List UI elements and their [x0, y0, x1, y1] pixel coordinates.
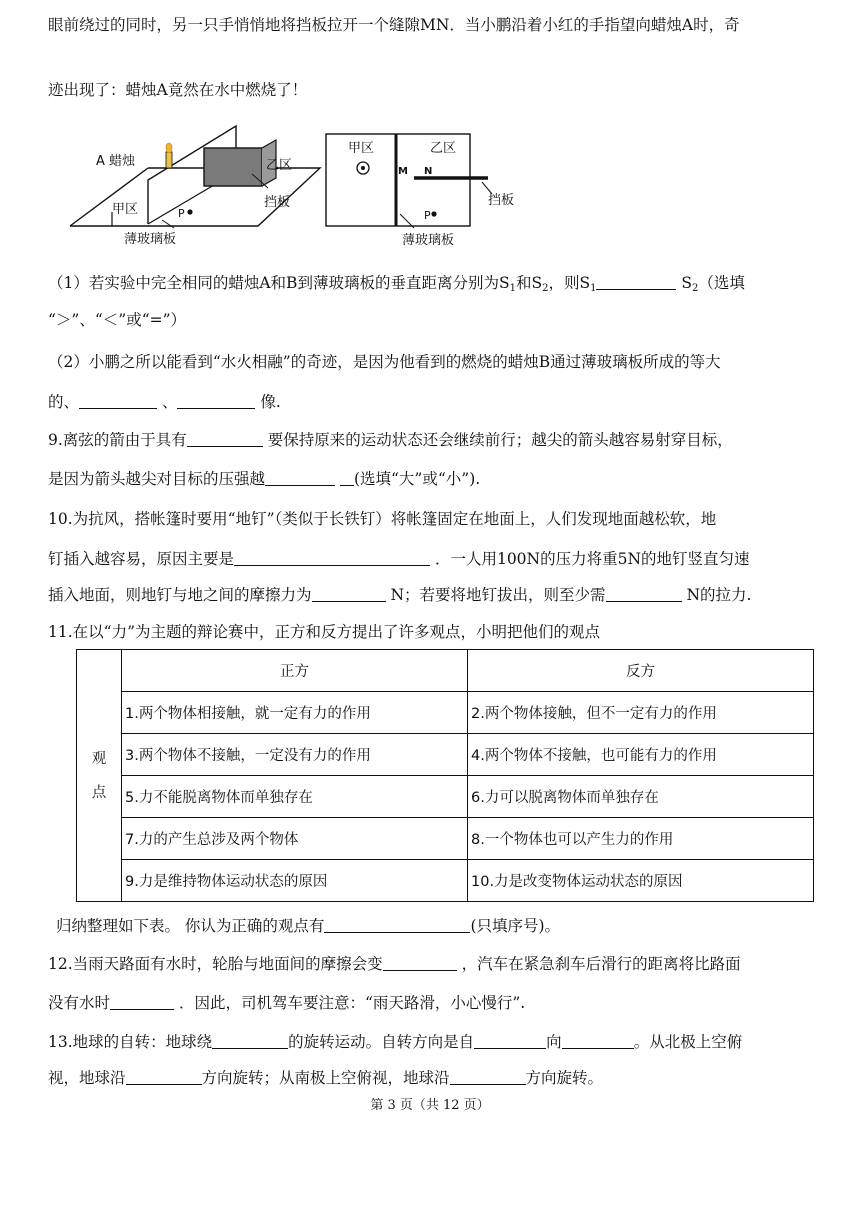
answer-blank[interactable]: [312, 585, 386, 602]
n-label: N: [424, 166, 433, 177]
table-side-label: 观 点: [77, 650, 122, 902]
answer-blank[interactable]: [234, 549, 430, 566]
page-footer: 第 3 页（共 12 页）: [370, 1098, 490, 1113]
figure-3d-setup: [62, 122, 322, 250]
con-cell: 4.两个物体不接触，也可能有力的作用: [468, 734, 814, 776]
answer-blank[interactable]: [474, 1032, 546, 1049]
table-row: [77, 692, 814, 734]
m-label: M: [398, 166, 408, 177]
table-row: [77, 776, 814, 818]
header-pro: 正方: [122, 650, 468, 692]
q13-line2: 视，地球沿 方向旋转；从南极上空俯视，地球沿 方向旋转。: [48, 1069, 604, 1087]
header-con: 反方: [468, 650, 814, 692]
pro-cell: 9.力是维持物体运动状态的原因: [122, 860, 468, 902]
answer-blank[interactable]: [79, 392, 157, 409]
zone-yi-label: 乙区: [266, 158, 293, 173]
answer-blank[interactable]: [596, 273, 676, 290]
q8-part2-line1: （2）小鹏之所以能看到“水火相融”的奇迹，是因为他看到的燃烧的蜡烛B通过薄玻璃板所成的等大: [48, 353, 721, 371]
debate-views-table: [76, 649, 814, 902]
answer-blank[interactable]: [177, 392, 255, 409]
pro-cell: 7.力的产生总涉及两个物体: [122, 818, 468, 860]
q11-after-table: 归纳整理如下表。 你认为正确的观点有 (只填序号)。: [56, 917, 561, 935]
q10-line1: 10.为抗风，搭帐篷时要用“地钉”（类似于长铁钉）将帐篷固定在地面上，人们发现地面越松软，地: [48, 510, 717, 528]
candle-label: A 蜡烛: [96, 154, 136, 169]
glass-label: 薄玻璃板: [124, 232, 177, 247]
answer-blank[interactable]: [265, 469, 335, 486]
answer-blank[interactable]: [212, 1032, 288, 1049]
top-glass-label: 薄玻璃板: [402, 233, 455, 248]
q12-line2: 没有水时 ．因此，司机驾车要注意：“雨天路滑，小心慢行”.: [48, 994, 526, 1012]
figure-top-view: [322, 130, 532, 252]
q13-line1: 13.地球的自转：地球绕 的旋转运动。自转方向是自 向 。从北极上空俯: [48, 1033, 743, 1051]
table-row: [77, 818, 814, 860]
point-p-label: P: [178, 207, 185, 220]
baffle-label: 挡板: [264, 195, 291, 210]
q8-part1-line2: “＞”、“＜”或“=”）: [48, 311, 187, 329]
answer-blank[interactable]: [110, 993, 174, 1010]
q8-part2-line2: 的、 、 像.: [48, 393, 281, 411]
q9-line1: 9.离弦的箭由于具有 要保持原来的运动状态还会继续前行；越尖的箭头越容易射穿目标，: [48, 431, 733, 449]
top-baffle-label: 挡板: [488, 193, 515, 208]
pro-cell: 1.两个物体相接触，就一定有力的作用: [122, 692, 468, 734]
pro-cell: 5.力不能脱离物体而单独存在: [122, 776, 468, 818]
answer-blank-tail: [340, 469, 354, 486]
q9-line2: 是因为箭头越尖对目标的压强越 (选填“大”或“小”).: [48, 470, 481, 488]
q10-line3: 插入地面，则地钉与地之间的摩擦力为 N；若要将地钉拔出，则至少需 N的拉力.: [48, 586, 752, 604]
q11-intro: 11.在以“力”为主题的辩论赛中，正方和反方提出了许多观点，小明把他们的观点: [48, 623, 601, 641]
con-cell: 10.力是改变物体运动状态的原因: [468, 860, 814, 902]
intro-line-2: 迹出现了：蜡烛A竟然在水中燃烧了！: [48, 81, 308, 99]
intro-line-1: 眼前绕过的同时，另一只手悄悄地将挡板拉开一个缝隙MN．当小鹏沿着小红的手指望向蜡烛A时，奇: [48, 16, 740, 34]
q8-part1-line1: （1）若实验中完全相同的蜡烛A和B到薄玻璃板的垂直距离分别为$S_1$和$S_2$，则$S_1$ $S_2$（选填: [48, 274, 745, 294]
top-point-p-label: P: [424, 209, 431, 222]
answer-blank[interactable]: [187, 430, 263, 447]
table-header-row: [77, 650, 814, 692]
con-cell: 2.两个物体接触，但不一定有力的作用: [468, 692, 814, 734]
q12-line1: 12.当雨天路面有水时，轮胎与地面间的摩擦会变 ，汽车在紧急刹车后滑行的距离将比路面: [48, 955, 741, 973]
q10-line2: 钉插入越容易，原因主要是 ．一人用100N的压力将重5N的地钉竖直匀速: [48, 550, 750, 568]
con-cell: 6.力可以脱离物体而单独存在: [468, 776, 814, 818]
answer-blank[interactable]: [450, 1068, 526, 1085]
answer-blank[interactable]: [383, 954, 457, 971]
pro-cell: 3.两个物体不接触，一定没有力的作用: [122, 734, 468, 776]
con-cell: 8.一个物体也可以产生力的作用: [468, 818, 814, 860]
zone-jia-label: 甲区: [112, 202, 139, 217]
answer-blank[interactable]: [606, 585, 682, 602]
top-zone-yi-label: 乙区: [430, 141, 457, 156]
table-row: [77, 860, 814, 902]
answer-blank[interactable]: [324, 916, 470, 933]
table-row: [77, 734, 814, 776]
answer-blank[interactable]: [126, 1068, 202, 1085]
answer-blank[interactable]: [562, 1032, 634, 1049]
top-zone-jia-label: 甲区: [348, 141, 375, 156]
